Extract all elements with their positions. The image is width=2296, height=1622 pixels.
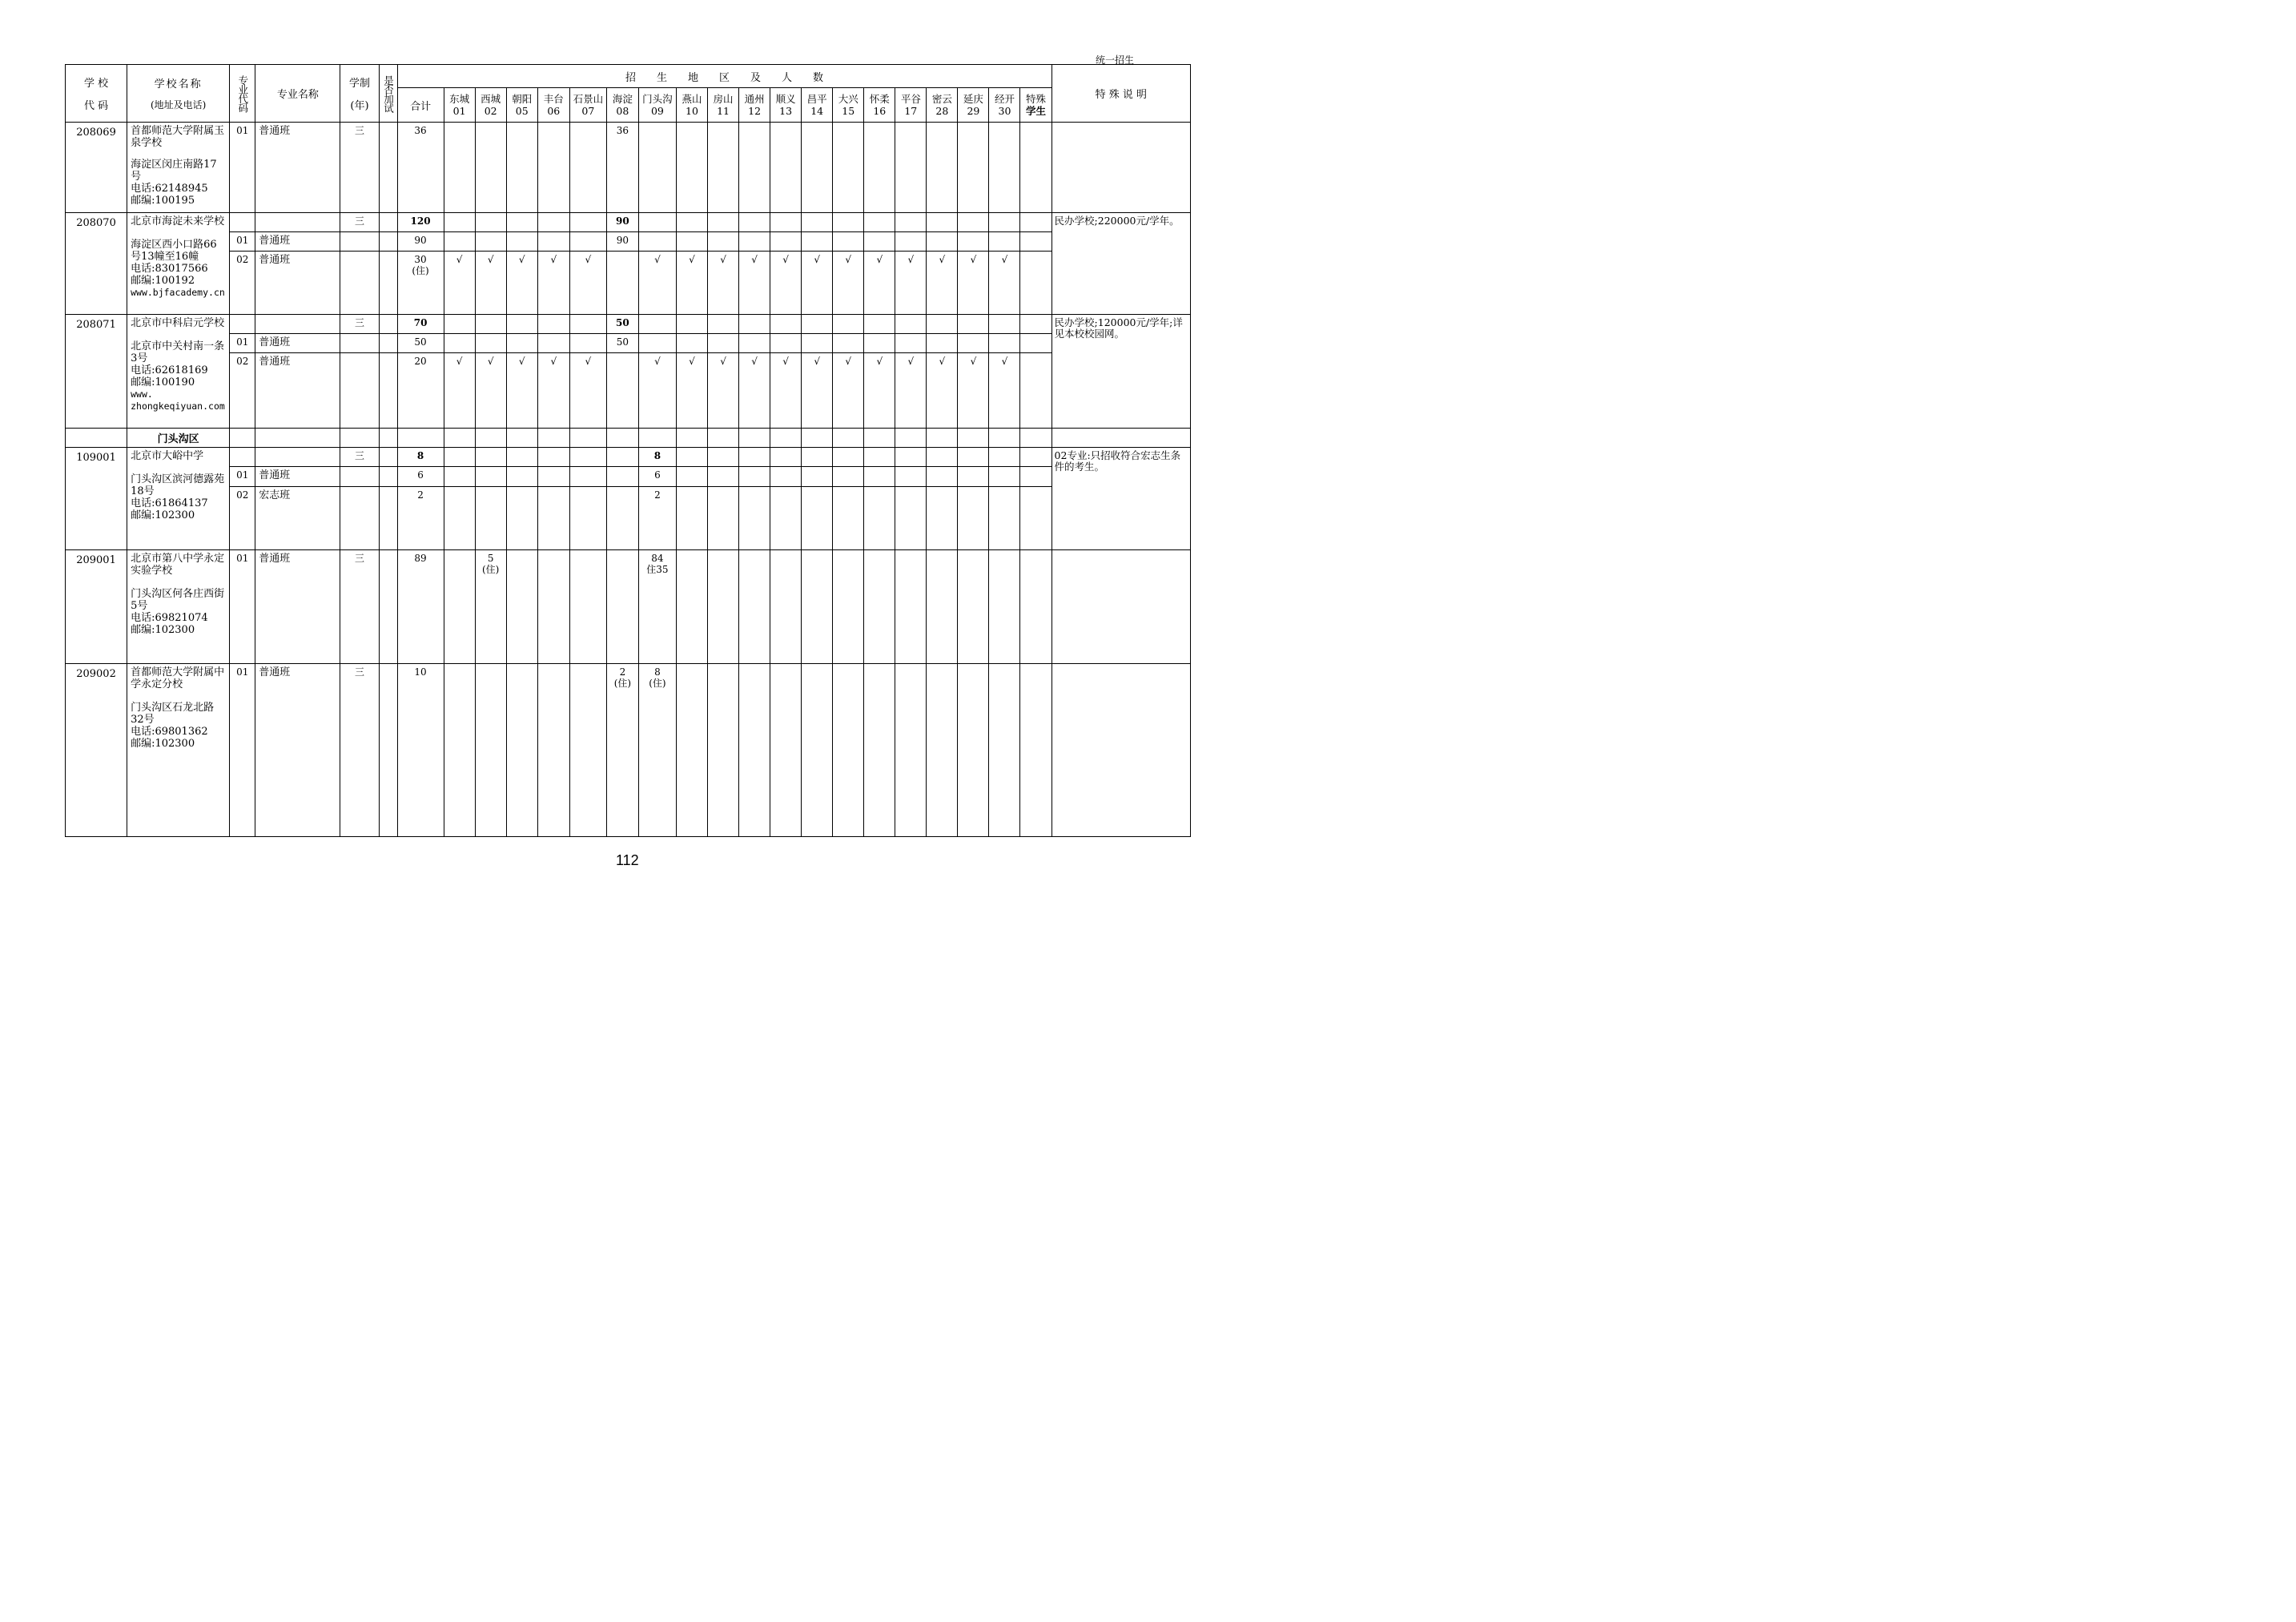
table-row — [66, 333, 1191, 352]
haidian-cell: 50 — [606, 333, 638, 352]
header-total: 合计 — [397, 88, 444, 123]
school-code: 208069 — [66, 123, 127, 212]
total-cell: 120 — [397, 212, 444, 231]
table-row — [66, 353, 1191, 429]
duration: 三 — [340, 314, 379, 333]
table-row — [66, 664, 1191, 837]
mentougou-cell: 6 — [638, 467, 676, 486]
haidian-cell: 36 — [606, 123, 638, 212]
haidian-cell: 2 (住) — [606, 664, 638, 837]
header-region: 顺义 13 — [770, 88, 802, 123]
page-number: 112 — [616, 852, 639, 868]
major-name: 普通班 — [255, 549, 340, 663]
total-cell: 50 — [397, 333, 444, 352]
check-mark: √ — [802, 251, 833, 314]
major-code: 02 — [230, 353, 255, 429]
check-mark: √ — [739, 251, 770, 314]
school-info: 北京市第八中学永定实验学校 门头沟区何各庄西街5号 电话:69821074 邮编:102300 — [127, 549, 230, 663]
check-mark: √ — [739, 353, 770, 429]
header-region: 密云 28 — [927, 88, 958, 123]
total-cell: 20 — [397, 353, 444, 429]
header-major-name: 专业名称 — [255, 65, 340, 123]
school-code: 209002 — [66, 664, 127, 837]
district-title: 门头沟区 — [127, 429, 230, 448]
check-mark: √ — [638, 353, 676, 429]
table-row — [66, 231, 1191, 251]
school-code: 208071 — [66, 314, 127, 428]
check-mark: √ — [569, 251, 606, 314]
enrollment-table — [65, 64, 1191, 837]
header-region: 石景山 07 — [569, 88, 606, 123]
major-name: 普通班 — [255, 251, 340, 314]
check-mark: √ — [569, 353, 606, 429]
top-label: 统一招生 — [1096, 54, 1135, 66]
check-mark: √ — [770, 353, 802, 429]
header-school-name: 学校名称 (地址及电话) — [127, 65, 230, 123]
major-code: 01 — [230, 231, 255, 251]
duration: 三 — [340, 664, 379, 837]
total-cell: 8 — [397, 448, 444, 467]
table-row — [66, 467, 1191, 486]
table-row — [66, 549, 1191, 663]
major-name: 宏志班 — [255, 486, 340, 549]
table-row — [66, 448, 1191, 467]
major-code: 02 — [230, 486, 255, 549]
major-code: 01 — [230, 467, 255, 486]
header-region: 延庆 29 — [958, 88, 989, 123]
special-note: 民办学校;120000元/学年;详见本校校园网。 — [1051, 314, 1190, 428]
header-region: 丰台 06 — [537, 88, 569, 123]
school-code: 109001 — [66, 448, 127, 549]
header-row-1 — [66, 65, 1191, 88]
header-region-title: 招生地区及人数 — [397, 65, 1051, 88]
check-mark: √ — [475, 251, 506, 314]
check-mark: √ — [537, 251, 569, 314]
check-mark: √ — [864, 353, 895, 429]
check-mark: √ — [676, 353, 707, 429]
check-mark: √ — [676, 251, 707, 314]
xicheng-cell: 5 (住) — [475, 549, 506, 663]
total-cell: 30 (住) — [397, 251, 444, 314]
header-region: 东城 01 — [444, 88, 475, 123]
header-region: 特殊 学生 — [1020, 88, 1051, 123]
total-cell: 36 — [397, 123, 444, 212]
mentougou-cell: 8 — [638, 448, 676, 467]
major-code: 01 — [230, 123, 255, 212]
header-region: 燕山 10 — [676, 88, 707, 123]
major-name: 普通班 — [255, 231, 340, 251]
header-region: 朝阳 05 — [506, 88, 537, 123]
table-row — [66, 212, 1191, 231]
mentougou-cell: 2 — [638, 486, 676, 549]
major-name: 普通班 — [255, 123, 340, 212]
check-mark: √ — [895, 353, 927, 429]
haidian-cell: 50 — [606, 314, 638, 333]
check-mark: √ — [927, 251, 958, 314]
check-mark: √ — [958, 353, 989, 429]
school-info: 首都师范大学附属玉泉学校 海淀区闵庄南路17号 电话:62148945 邮编:100195 — [127, 123, 230, 212]
header-region: 大兴 15 — [833, 88, 864, 123]
header-region: 经开 30 — [989, 88, 1020, 123]
check-mark: √ — [708, 353, 739, 429]
header-special-note: 特 殊 说 明 — [1051, 65, 1190, 123]
haidian-cell: 90 — [606, 231, 638, 251]
mentougou-cell: 8 (住) — [638, 664, 676, 837]
check-mark: √ — [833, 251, 864, 314]
duration: 三 — [340, 212, 379, 231]
total-cell: 10 — [397, 664, 444, 837]
header-region: 门头沟 09 — [638, 88, 676, 123]
table-row — [66, 314, 1191, 333]
header-region: 通州 12 — [739, 88, 770, 123]
duration: 三 — [340, 123, 379, 212]
table-row — [66, 123, 1191, 212]
header-region: 昌平 14 — [802, 88, 833, 123]
check-mark: √ — [506, 251, 537, 314]
header-region: 怀柔 16 — [864, 88, 895, 123]
check-mark: √ — [833, 353, 864, 429]
haidian-cell: 90 — [606, 212, 638, 231]
major-name: 普通班 — [255, 664, 340, 837]
school-info: 北京市中科启元学校 北京市中关村南一条3号 电话:62618169 邮编:100190 www. zhongkeqiyuan.com — [127, 314, 230, 428]
header-region: 西城 02 — [475, 88, 506, 123]
header-school-code: 学 校 代 码 — [66, 65, 127, 123]
duration: 三 — [340, 549, 379, 663]
school-info: 北京市大峪中学 门头沟区滨河德露苑18号 电话:61864137 邮编:102300 — [127, 448, 230, 549]
special-note: 02专业:只招收符合宏志生条件的考生。 — [1051, 448, 1190, 549]
header-major-code: 专业代码 — [230, 65, 255, 123]
check-mark: √ — [770, 251, 802, 314]
check-mark: √ — [475, 353, 506, 429]
special-note: 民办学校;220000元/学年。 — [1051, 212, 1190, 314]
header-extra-exam: 是否加试 — [379, 65, 397, 123]
major-code: 01 — [230, 549, 255, 663]
check-mark: √ — [638, 251, 676, 314]
table-row — [66, 251, 1191, 314]
school-code: 209001 — [66, 549, 127, 663]
total-cell: 89 — [397, 549, 444, 663]
check-mark: √ — [802, 353, 833, 429]
check-mark: √ — [444, 353, 475, 429]
total-cell: 2 — [397, 486, 444, 549]
check-mark: √ — [444, 251, 475, 314]
major-code: 02 — [230, 251, 255, 314]
total-cell: 70 — [397, 314, 444, 333]
school-info: 首都师范大学附属中学永定分校 门头沟区石龙北路32号 电话:69801362 邮编:102300 — [127, 664, 230, 837]
mentougou-cell: 84 住35 — [638, 549, 676, 663]
check-mark: √ — [895, 251, 927, 314]
check-mark: √ — [989, 353, 1020, 429]
check-mark: √ — [708, 251, 739, 314]
table-row — [66, 486, 1191, 549]
check-mark: √ — [927, 353, 958, 429]
header-region: 海淀 08 — [606, 88, 638, 123]
check-mark: √ — [989, 251, 1020, 314]
total-cell: 6 — [397, 467, 444, 486]
major-code: 01 — [230, 333, 255, 352]
header-duration: 学制 (年) — [340, 65, 379, 123]
check-mark: √ — [958, 251, 989, 314]
major-name: 普通班 — [255, 333, 340, 352]
school-code: 208070 — [66, 212, 127, 314]
school-info: 北京市海淀未来学校 海淀区西小口路66号13幢至16幢 电话:83017566 邮编:100192 www.bjfacademy.cn — [127, 212, 230, 314]
check-mark: √ — [506, 353, 537, 429]
header-region: 平谷 17 — [895, 88, 927, 123]
total-cell: 90 — [397, 231, 444, 251]
duration: 三 — [340, 448, 379, 467]
check-mark: √ — [864, 251, 895, 314]
district-row — [66, 429, 1191, 448]
header-region: 房山 11 — [708, 88, 739, 123]
major-name: 普通班 — [255, 467, 340, 486]
major-name: 普通班 — [255, 353, 340, 429]
major-code: 01 — [230, 664, 255, 837]
check-mark: √ — [537, 353, 569, 429]
